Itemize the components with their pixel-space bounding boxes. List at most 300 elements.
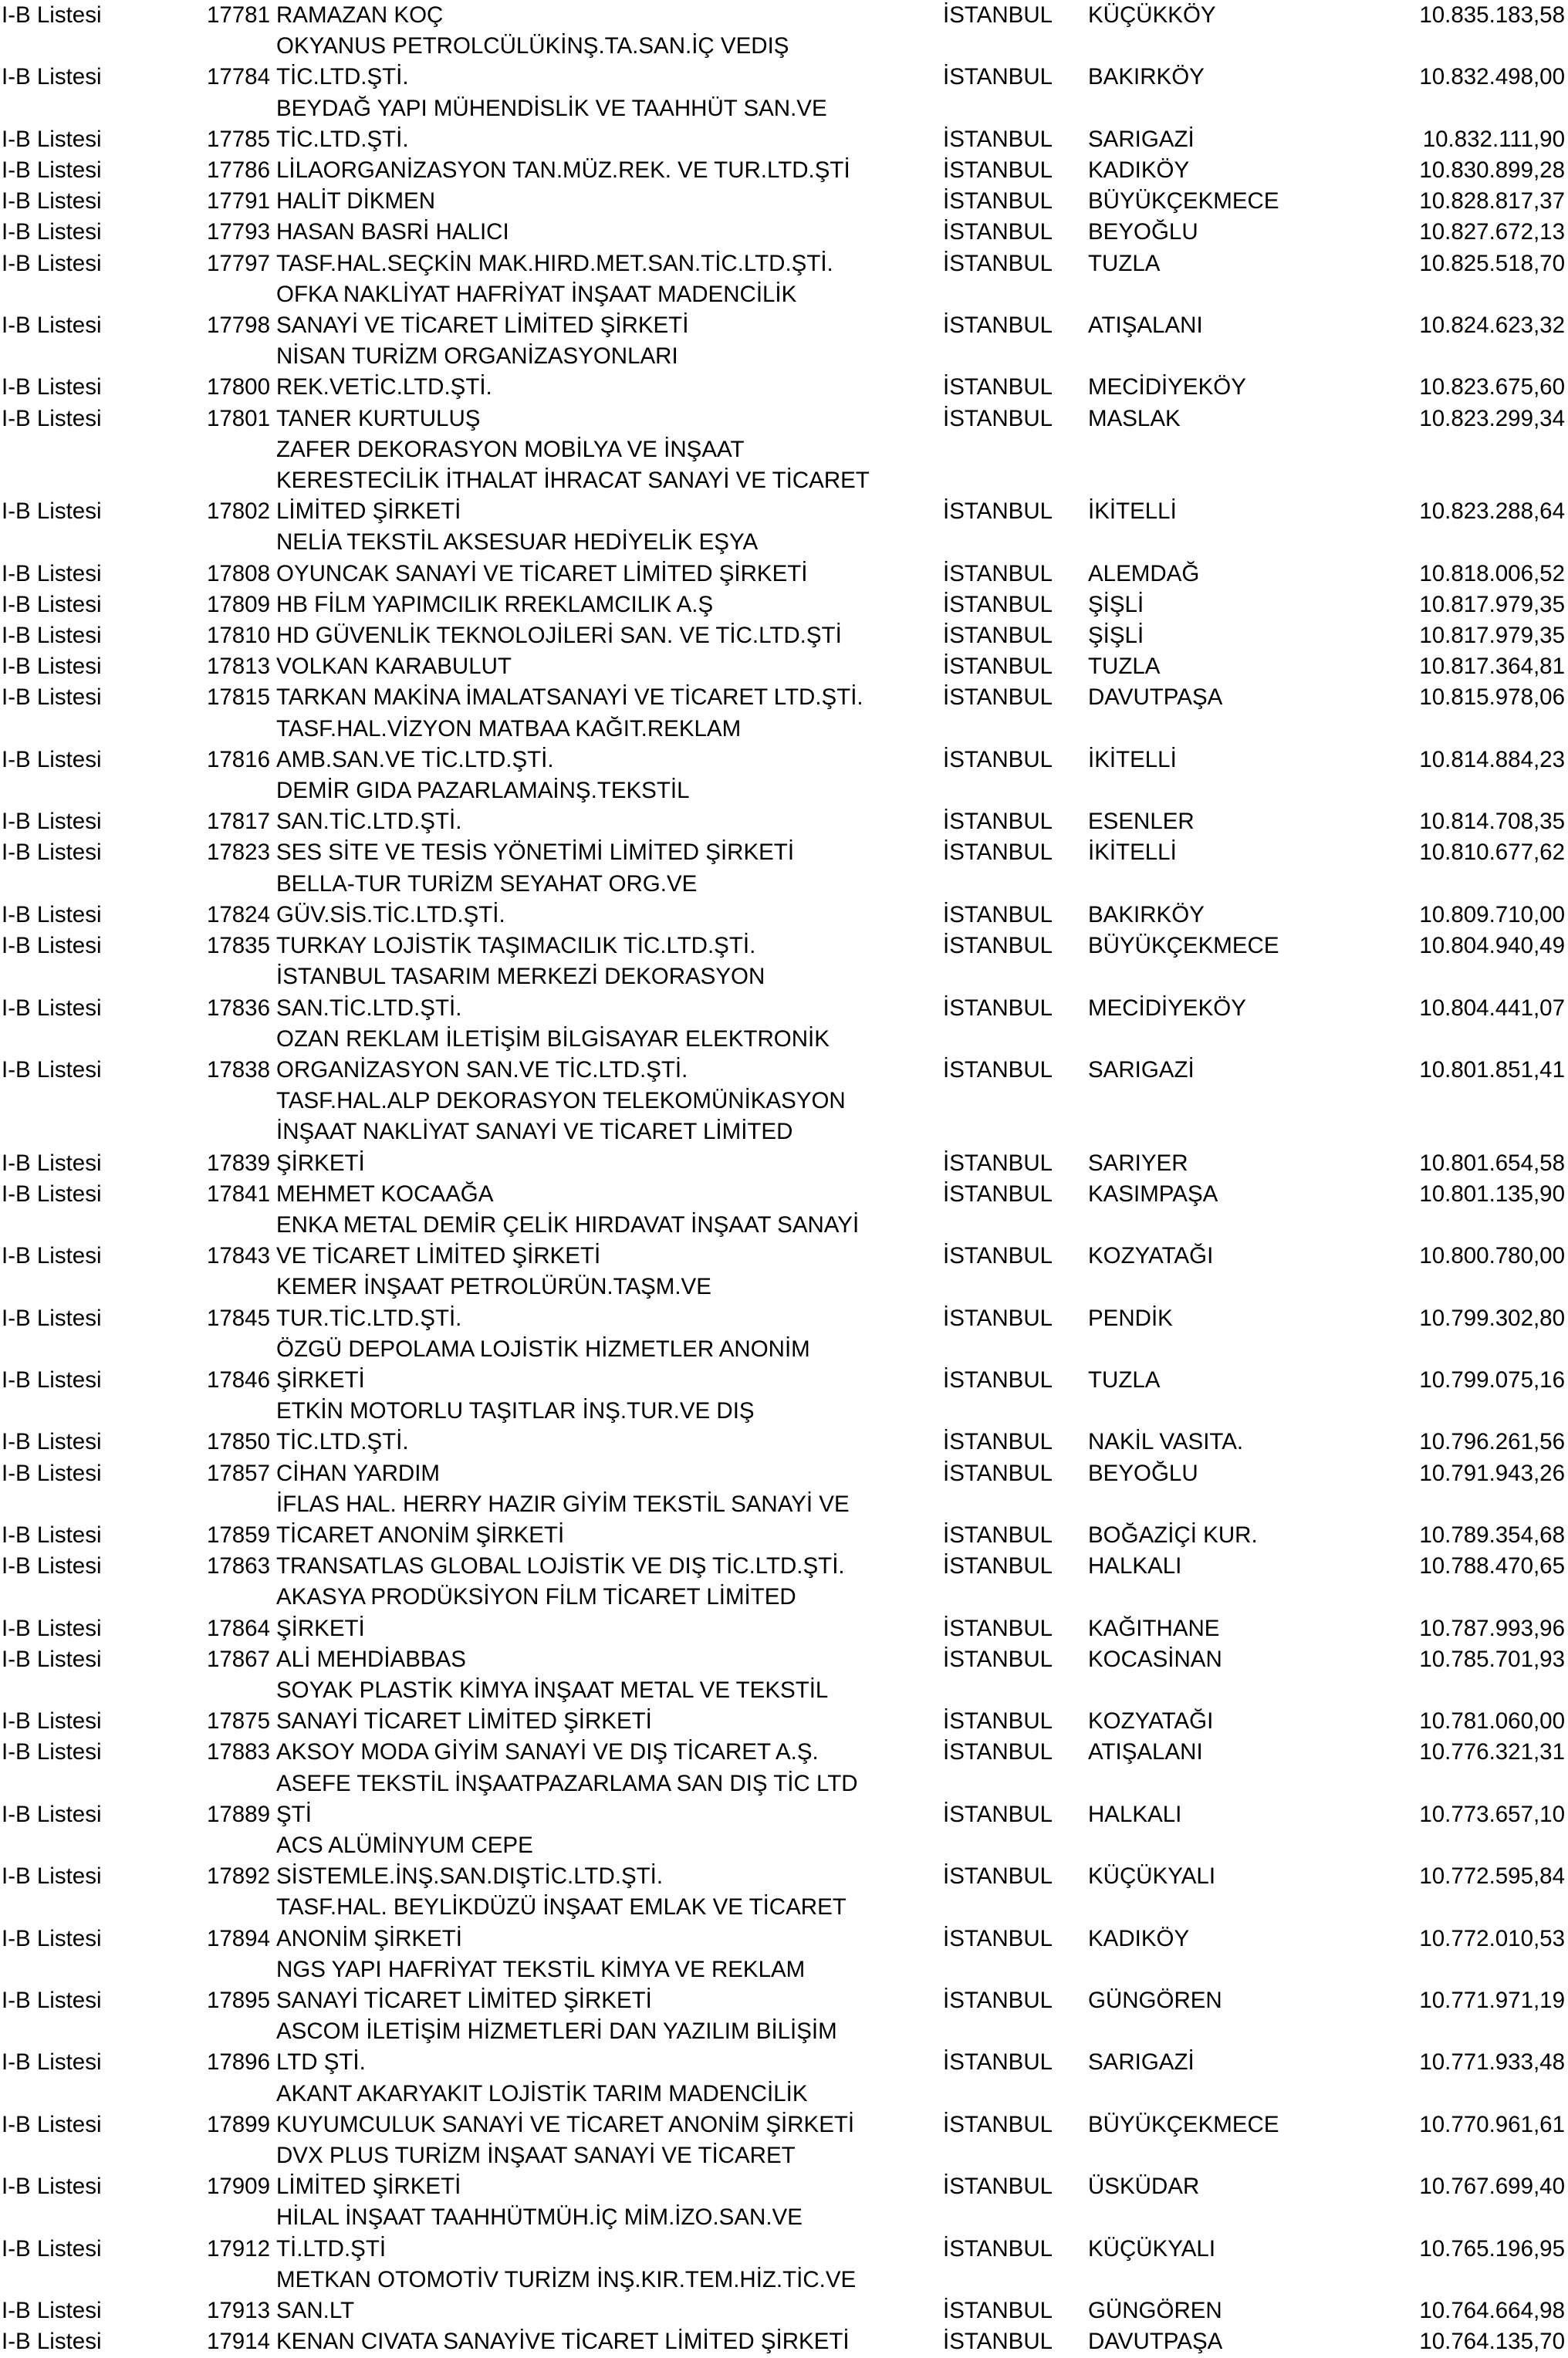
- amount-cell: 10.785.701,93: [1419, 1646, 1565, 1672]
- table-row: [0, 217, 1568, 248]
- city-cell: İSTANBUL: [943, 188, 1053, 215]
- district-cell: SARIGAZİ: [1088, 2049, 1195, 2076]
- record-number-cell: 17864: [206, 1615, 270, 1641]
- district-cell: MECİDİYEKÖY: [1088, 995, 1246, 1021]
- city-cell: İSTANBUL: [943, 1522, 1053, 1548]
- list-name-cell: I-B Listesi: [2, 654, 102, 680]
- city-cell: İSTANBUL: [943, 2298, 1053, 2324]
- record-number-cell: 17835: [206, 933, 270, 959]
- district-cell: PENDİK: [1088, 1305, 1173, 1331]
- amount-cell: 10.817.979,35: [1419, 591, 1565, 617]
- city-cell: İSTANBUL: [943, 1801, 1053, 1827]
- record-number-cell: 17817: [206, 809, 270, 835]
- amount-cell: 10.827.672,13: [1419, 219, 1565, 245]
- list-name-cell: I-B Listesi: [2, 2, 102, 28]
- debtor-name-line: TASF.HAL. BEYLİKDÜZÜ İNŞAAT EMLAK VE TİCARET: [276, 1894, 847, 1921]
- amount-cell: 10.814.884,23: [1419, 746, 1565, 772]
- table-row: [0, 682, 1568, 713]
- debtor-name-line: TANER KURTULUŞ: [276, 405, 481, 431]
- district-cell: KAĞITHANE: [1088, 1615, 1220, 1641]
- table-row: [0, 1489, 1568, 1551]
- city-cell: İSTANBUL: [943, 498, 1053, 525]
- table-row: [0, 1179, 1568, 1210]
- debtor-name-line: TİC.LTD.ŞTİ.: [276, 126, 409, 152]
- amount-cell: 10.781.060,00: [1419, 1708, 1565, 1735]
- list-name-cell: I-B Listesi: [2, 591, 102, 617]
- table-row: [0, 404, 1568, 434]
- amount-cell: 10.789.354,68: [1419, 1522, 1565, 1548]
- table-row: [0, 186, 1568, 217]
- debtor-name-cell: [276, 1024, 943, 1086]
- district-cell: BEYOĞLU: [1088, 219, 1198, 245]
- list-name-cell: I-B Listesi: [2, 1243, 102, 1269]
- amount-cell: 10.824.623,32: [1419, 312, 1565, 339]
- amount-cell: 10.801.654,58: [1419, 1150, 1565, 1176]
- record-number-cell: 17781: [206, 2, 270, 28]
- list-name-cell: I-B Listesi: [2, 498, 102, 525]
- city-cell: İSTANBUL: [943, 405, 1053, 431]
- record-number-cell: 17791: [206, 188, 270, 215]
- debtor-name-line: ANONİM ŞİRKETİ: [276, 1925, 462, 1951]
- debtor-name-cell: [276, 1489, 943, 1551]
- district-cell: BÜYÜKÇEKMECE: [1088, 933, 1279, 959]
- debtor-name-line: ŞİRKETİ: [276, 1366, 365, 1393]
- amount-cell: 10.809.710,00: [1419, 901, 1565, 927]
- debtor-name-cell: [276, 2016, 943, 2078]
- district-cell: KOZYATAĞI: [1088, 1708, 1214, 1735]
- record-number-cell: 17785: [206, 126, 270, 152]
- debtor-name-line: NİSAN TURİZM ORGANİZASYONLARI: [276, 343, 678, 370]
- amount-cell: 10.771.933,48: [1419, 2049, 1565, 2076]
- debtor-name-cell: [276, 1396, 943, 1458]
- amount-cell: 10.764.664,98: [1419, 2298, 1565, 2324]
- debtor-name-line: AMB.SAN.VE TİC.LTD.ŞTİ.: [276, 746, 554, 772]
- debtor-name-cell: [276, 714, 943, 775]
- list-name-cell: I-B Listesi: [2, 2298, 102, 2324]
- district-cell: KADIKÖY: [1088, 157, 1190, 184]
- amount-cell: 10.825.518,70: [1419, 250, 1565, 276]
- debtor-name-cell: [276, 186, 943, 217]
- debtor-name-line: OYUNCAK SANAYİ VE TİCARET LİMİTED ŞİRKETİ: [276, 560, 808, 586]
- city-cell: İSTANBUL: [943, 2049, 1053, 2076]
- debtor-name-line: SOYAK PLASTİK KİMYA İNŞAAT METAL VE TEKSTİL: [276, 1677, 829, 1703]
- debtor-name-line: DVX PLUS TURİZM İNŞAAT SANAYİ VE TİCARET: [276, 2143, 796, 2169]
- record-number-cell: 17883: [206, 1739, 270, 1765]
- debtor-name-line: MEHMET KOCAAĞA: [276, 1181, 494, 1207]
- district-cell: İKİTELLİ: [1088, 839, 1177, 866]
- debtor-name-cell: [276, 217, 943, 248]
- district-cell: DAVUTPAŞA: [1088, 684, 1223, 711]
- debtor-name-line: TASF.HAL.VİZYON MATBAA KAĞIT.REKLAM: [276, 715, 742, 742]
- amount-cell: 10.830.899,28: [1419, 157, 1565, 184]
- record-number-cell: 17808: [206, 560, 270, 586]
- city-cell: İSTANBUL: [943, 64, 1053, 90]
- record-number-cell: 17800: [206, 374, 270, 400]
- list-name-cell: I-B Listesi: [2, 1646, 102, 1672]
- district-cell: GÜNGÖREN: [1088, 2298, 1222, 2324]
- debtor-name-line: AKANT AKARYAKIT LOJİSTİK TARIM MADENCİLİK: [276, 2080, 808, 2106]
- amount-cell: 10.810.677,62: [1419, 839, 1565, 866]
- table-row: [0, 1954, 1568, 2016]
- debtor-name-line: ACS ALÜMİNYUM CEPE: [276, 1832, 533, 1858]
- debtor-name-cell: [276, 1768, 943, 1830]
- table-row: [0, 1582, 1568, 1644]
- record-number-cell: 17896: [206, 2049, 270, 2076]
- debtor-name-cell: [276, 1582, 943, 1644]
- city-cell: İSTANBUL: [943, 1243, 1053, 1269]
- record-number-cell: 17845: [206, 1305, 270, 1331]
- debtor-name-cell: [276, 869, 943, 931]
- district-cell: ATIŞALANI: [1088, 1739, 1203, 1765]
- list-name-cell: I-B Listesi: [2, 126, 102, 152]
- list-name-cell: I-B Listesi: [2, 809, 102, 835]
- list-name-cell: I-B Listesi: [2, 2111, 102, 2137]
- city-cell: İSTANBUL: [943, 1150, 1053, 1176]
- city-cell: İSTANBUL: [943, 901, 1053, 927]
- amount-cell: 10.800.780,00: [1419, 1243, 1565, 1269]
- debtor-name-cell: [276, 2079, 943, 2140]
- table-row: [0, 1086, 1568, 1179]
- district-cell: TUZLA: [1088, 654, 1161, 680]
- city-cell: İSTANBUL: [943, 1181, 1053, 1207]
- table-row: [0, 31, 1568, 93]
- list-name-cell: I-B Listesi: [2, 64, 102, 90]
- amount-cell: 10.765.196,95: [1419, 2235, 1565, 2262]
- debtor-name-line: NGS YAPI HAFRİYAT TEKSTİL KİMYA VE REKLAM: [276, 1956, 806, 1982]
- record-number-cell: 17913: [206, 2298, 270, 2324]
- debtor-name-line: NELİA TEKSTİL AKSESUAR HEDİYELİK EŞYA: [276, 529, 759, 556]
- district-cell: KOCASİNAN: [1088, 1646, 1222, 1672]
- debtor-name-cell: [276, 1675, 943, 1737]
- debtor-name-line: TARKAN MAKİNA İMALATSANAYİ VE TİCARET LTD.ŞTİ.: [276, 684, 863, 711]
- record-number-cell: 17889: [206, 1801, 270, 1827]
- city-cell: İSTANBUL: [943, 684, 1053, 711]
- list-name-cell: I-B Listesi: [2, 1305, 102, 1331]
- city-cell: İSTANBUL: [943, 2, 1053, 28]
- debtor-name-line: HASAN BASRİ HALICI: [276, 219, 509, 245]
- table-row: [0, 434, 1568, 528]
- amount-cell: 10.799.075,16: [1419, 1366, 1565, 1393]
- debtor-name-cell: [276, 1830, 943, 1892]
- amount-cell: 10.767.699,40: [1419, 2174, 1565, 2200]
- debtor-name-cell: [276, 1272, 943, 1333]
- debtor-name-line: ORGANİZASYON SAN.VE TİC.LTD.ŞTİ.: [276, 1056, 688, 1083]
- debtor-name-line: LİMİTED ŞİRKETİ: [276, 2174, 461, 2200]
- city-cell: İSTANBUL: [943, 374, 1053, 400]
- debtor-name-line: ASEFE TEKSTİL İNŞAATPAZARLAMA SAN DIŞ TİC LTD: [276, 1770, 858, 1796]
- amount-cell: 10.832.498,00: [1419, 64, 1565, 90]
- district-cell: SARIGAZİ: [1088, 1056, 1195, 1083]
- record-number-cell: 17912: [206, 2235, 270, 2262]
- debtor-name-line: TRANSATLAS GLOBAL LOJİSTİK VE DIŞ TİC.LTD.ŞTİ.: [276, 1553, 845, 1579]
- debtor-name-line: BELLA-TUR TURİZM SEYAHAT ORG.VE: [276, 870, 698, 897]
- amount-cell: 10.773.657,10: [1419, 1801, 1565, 1827]
- list-name-cell: I-B Listesi: [2, 560, 102, 586]
- table-row: [0, 1334, 1568, 1396]
- debtor-name-cell: [276, 155, 943, 186]
- debtor-name-line: ÖZGÜ DEPOLAMA LOJİSTİK HİZMETLER ANONİM: [276, 1336, 810, 1362]
- debtor-name-line: İFLAS HAL. HERRY HAZIR GİYİM TEKSTİL SANAYİ VE: [276, 1491, 850, 1517]
- table-row: [0, 155, 1568, 186]
- debtor-name-line: KUYUMCULUK SANAYİ VE TİCARET ANONİM ŞİRKETİ: [276, 2111, 855, 2137]
- table-row: [0, 590, 1568, 620]
- debtor-name-cell: [276, 31, 943, 93]
- debtor-name-cell: [276, 1210, 943, 1272]
- record-number-cell: 17823: [206, 839, 270, 866]
- debtor-name-cell: [276, 93, 943, 155]
- amount-cell: 10.832.111,90: [1422, 126, 1565, 152]
- amount-cell: 10.817.364,81: [1419, 654, 1565, 680]
- record-number-cell: 17786: [206, 157, 270, 184]
- debtor-name-cell: [276, 527, 943, 589]
- amount-cell: 10.823.299,34: [1419, 405, 1565, 431]
- record-number-cell: 17843: [206, 1243, 270, 1269]
- table-row: [0, 2326, 1568, 2357]
- district-cell: BEYOĞLU: [1088, 1460, 1198, 1486]
- debtor-name-cell: [276, 1737, 943, 1768]
- city-cell: İSTANBUL: [943, 1863, 1053, 1890]
- list-name-cell: I-B Listesi: [2, 1988, 102, 2013]
- debtor-name-line: HALİT DİKMEN: [276, 188, 435, 215]
- debtor-name-cell: [276, 2140, 943, 2202]
- record-number-cell: 17850: [206, 1429, 270, 1455]
- debtor-name-cell: [276, 837, 943, 868]
- city-cell: İSTANBUL: [943, 2329, 1053, 2355]
- debtor-name-line: SES SİTE VE TESİS YÖNETİMİ LİMİTED ŞİRKETİ: [276, 839, 795, 866]
- district-cell: MASLAK: [1088, 405, 1181, 431]
- district-cell: BAKIRKÖY: [1088, 64, 1205, 90]
- debtor-name-line: CİHAN YARDIM: [276, 1460, 440, 1486]
- table-row: [0, 93, 1568, 155]
- list-name-cell: I-B Listesi: [2, 250, 102, 276]
- debtor-name-line: SANAYİ TİCARET LİMİTED ŞİRKETİ: [276, 1988, 652, 2013]
- table-row: [0, 1892, 1568, 1954]
- table-row: [0, 1768, 1568, 1830]
- debtor-name-cell: [276, 620, 943, 651]
- amount-cell: 10.791.943,26: [1419, 1460, 1565, 1486]
- table-row: [0, 931, 1568, 961]
- debtor-name-line: SAN.LT: [276, 2298, 355, 2324]
- list-name-cell: I-B Listesi: [2, 1863, 102, 1890]
- amount-cell: 10.796.261,56: [1419, 1429, 1565, 1455]
- debtor-name-line: LTD ŞTİ.: [276, 2049, 366, 2076]
- district-cell: NAKİL VASITA.: [1088, 1429, 1244, 1455]
- district-cell: HALKALI: [1088, 1801, 1182, 1827]
- debtor-name-line: Tİ.LTD.ŞTİ: [276, 2235, 387, 2262]
- amount-cell: 10.801.135,90: [1419, 1181, 1565, 1207]
- debtor-name-line: AKSOY MODA GİYİM SANAYİ VE DIŞ TİCARET A.Ş.: [276, 1739, 819, 1765]
- list-name-cell: I-B Listesi: [2, 1429, 102, 1455]
- debtor-name-line: İNŞAAT NAKLİYAT SANAYİ VE TİCARET LİMİTED: [276, 1119, 793, 1145]
- record-number-cell: 17815: [206, 684, 270, 711]
- list-name-cell: I-B Listesi: [2, 901, 102, 927]
- list-name-cell: I-B Listesi: [2, 1460, 102, 1486]
- record-number-cell: 17859: [206, 1522, 270, 1548]
- debtor-name-cell: [276, 931, 943, 961]
- debtor-name-line: KEMER İNŞAAT PETROLÜRÜN.TAŞM.VE: [276, 1274, 711, 1300]
- city-cell: İSTANBUL: [943, 1646, 1053, 1672]
- table-row: [0, 248, 1568, 279]
- record-number-cell: 17801: [206, 405, 270, 431]
- debtor-name-line: SANAYİ TİCARET LİMİTED ŞİRKETİ: [276, 1708, 652, 1735]
- debtor-name-cell: [276, 434, 943, 528]
- district-cell: İKİTELLİ: [1088, 746, 1177, 772]
- record-number-cell: 17914: [206, 2329, 270, 2355]
- amount-cell: 10.787.993,96: [1419, 1615, 1565, 1641]
- record-number-cell: 17841: [206, 1181, 270, 1207]
- list-name-cell: I-B Listesi: [2, 1615, 102, 1641]
- table-row: [0, 0, 1568, 31]
- amount-cell: 10.823.675,60: [1419, 374, 1565, 400]
- list-name-cell: I-B Listesi: [2, 374, 102, 400]
- record-number-cell: 17892: [206, 1863, 270, 1890]
- record-number-cell: 17797: [206, 250, 270, 276]
- debtor-name-cell: [276, 404, 943, 434]
- list-name-cell: I-B Listesi: [2, 1739, 102, 1765]
- table-row: [0, 1675, 1568, 1737]
- district-cell: KADIKÖY: [1088, 1925, 1190, 1951]
- debtor-name-line: OFKA NAKLİYAT HAFRİYAT İNŞAAT MADENCİLİK: [276, 281, 797, 307]
- city-cell: İSTANBUL: [943, 312, 1053, 339]
- debtor-name-line: ALİ MEHDİABBAS: [276, 1646, 466, 1672]
- debtor-name-cell: [276, 2202, 943, 2264]
- debtor-name-line: TURKAY LOJİSTİK TAŞIMACILIK TİC.LTD.ŞTİ.: [276, 933, 756, 959]
- table-row: [0, 620, 1568, 651]
- debtor-name-cell: [276, 1179, 943, 1210]
- debtor-name-line: SAN.TİC.LTD.ŞTİ.: [276, 809, 462, 835]
- district-cell: TUZLA: [1088, 1366, 1161, 1393]
- table-row: [0, 1737, 1568, 1768]
- record-number-cell: 17863: [206, 1553, 270, 1579]
- list-name-cell: I-B Listesi: [2, 1925, 102, 1951]
- debtor-name-line: TASF.HAL.SEÇKİN MAK.HIRD.MET.SAN.TİC.LTD.ŞTİ.: [276, 250, 833, 276]
- debtor-name-cell: [276, 961, 943, 1023]
- record-number-cell: 17793: [206, 219, 270, 245]
- table-row: [0, 1024, 1568, 1086]
- table-row: [0, 1396, 1568, 1458]
- district-cell: KASIMPAŞA: [1088, 1181, 1218, 1207]
- list-name-cell: I-B Listesi: [2, 1708, 102, 1735]
- amount-cell: 10.804.940,49: [1419, 933, 1565, 959]
- table-row: [0, 714, 1568, 775]
- debtor-name-cell: [276, 682, 943, 713]
- debtor-name-line: HD GÜVENLİK TEKNOLOJİLERİ SAN. VE TİC.LTD.ŞTİ: [276, 623, 842, 649]
- record-number-cell: 17809: [206, 591, 270, 617]
- district-cell: TUZLA: [1088, 250, 1161, 276]
- record-number-cell: 17838: [206, 1056, 270, 1083]
- amount-cell: 10.764.135,70: [1419, 2329, 1565, 2355]
- city-cell: İSTANBUL: [943, 1056, 1053, 1083]
- city-cell: İSTANBUL: [943, 1366, 1053, 1393]
- debtor-name-line: ŞİRKETİ: [276, 1615, 365, 1641]
- list-name-cell: I-B Listesi: [2, 1181, 102, 1207]
- record-number-cell: 17909: [206, 2174, 270, 2200]
- table-row: [0, 1551, 1568, 1582]
- record-number-cell: 17899: [206, 2111, 270, 2137]
- city-cell: İSTANBUL: [943, 157, 1053, 184]
- list-name-cell: I-B Listesi: [2, 219, 102, 245]
- city-cell: İSTANBUL: [943, 623, 1053, 649]
- list-name-cell: I-B Listesi: [2, 2329, 102, 2355]
- district-cell: DAVUTPAŞA: [1088, 2329, 1223, 2355]
- table-row: [0, 651, 1568, 682]
- district-cell: KÜÇÜKYALI: [1088, 2235, 1216, 2262]
- debtor-name-line: SAN.TİC.LTD.ŞTİ.: [276, 995, 462, 1021]
- record-number-cell: 17846: [206, 1366, 270, 1393]
- record-number-cell: 17857: [206, 1460, 270, 1486]
- list-name-cell: I-B Listesi: [2, 1056, 102, 1083]
- district-cell: ESENLER: [1088, 809, 1195, 835]
- amount-cell: 10.835.183,58: [1419, 2, 1565, 28]
- debtor-name-line: ŞTİ: [276, 1801, 312, 1827]
- district-cell: ŞİŞLİ: [1088, 591, 1144, 617]
- amount-cell: 10.817.979,35: [1419, 623, 1565, 649]
- debtor-name-line: OKYANUS PETROLCÜLÜKİNŞ.TA.SAN.İÇ VEDIŞ: [276, 33, 789, 59]
- debtor-name-line: GÜV.SİS.TİC.LTD.ŞTİ.: [276, 901, 505, 927]
- table-row: [0, 961, 1568, 1023]
- district-cell: SARIYER: [1088, 1150, 1188, 1176]
- table-row: [0, 527, 1568, 589]
- debtor-name-line: REK.VETİC.LTD.ŞTİ.: [276, 374, 492, 400]
- city-cell: İSTANBUL: [943, 1429, 1053, 1455]
- amount-cell: 10.823.288,64: [1419, 498, 1565, 525]
- table-row: [0, 869, 1568, 931]
- table-row: [0, 2202, 1568, 2264]
- city-cell: İSTANBUL: [943, 995, 1053, 1021]
- debtor-name-cell: [276, 2326, 943, 2357]
- debtor-name-line: OZAN REKLAM İLETİŞİM BİLGİSAYAR ELEKTRONİK: [276, 1025, 830, 1052]
- debtor-name-cell: [276, 2265, 943, 2326]
- district-cell: KÜÇÜKKÖY: [1088, 2, 1216, 28]
- list-name-cell: I-B Listesi: [2, 933, 102, 959]
- record-number-cell: 17894: [206, 1925, 270, 1951]
- amount-cell: 10.788.470,65: [1419, 1553, 1565, 1579]
- record-number-cell: 17836: [206, 995, 270, 1021]
- district-cell: ÜSKÜDAR: [1088, 2174, 1200, 2200]
- debtor-name-cell: [276, 279, 943, 341]
- debtor-name-line: TASF.HAL.ALP DEKORASYON TELEKOMÜNİKASYON: [276, 1088, 846, 1114]
- debtor-name-line: ENKA METAL DEMİR ÇELİK HIRDAVAT İNŞAAT SANAYİ: [276, 1211, 860, 1238]
- table-row: [0, 775, 1568, 837]
- district-cell: BÜYÜKÇEKMECE: [1088, 188, 1279, 215]
- district-cell: ALEMDAĞ: [1088, 560, 1200, 586]
- city-cell: İSTANBUL: [943, 2174, 1053, 2200]
- city-cell: İSTANBUL: [943, 2111, 1053, 2137]
- district-cell: İKİTELLİ: [1088, 498, 1177, 525]
- debtor-name-cell: [276, 1644, 943, 1675]
- table-row: [0, 341, 1568, 403]
- amount-cell: 10.771.971,19: [1419, 1988, 1565, 2013]
- debtor-name-line: HB FİLM YAPIMCILIK RREKLAMCILIK A.Ş: [276, 591, 714, 617]
- debtor-name-line: TUR.TİC.LTD.ŞTİ.: [276, 1305, 462, 1331]
- record-number-cell: 17839: [206, 1150, 270, 1176]
- debtor-name-cell: [276, 1954, 943, 2016]
- amount-cell: 10.799.302,80: [1419, 1305, 1565, 1331]
- debtor-name-line: HİLAL İNŞAAT TAAHHÜTMÜH.İÇ MİM.İZO.SAN.VE: [276, 2204, 803, 2231]
- city-cell: İSTANBUL: [943, 1553, 1053, 1579]
- record-number-cell: 17802: [206, 498, 270, 525]
- debtor-name-line: ZAFER DEKORASYON MOBİLYA VE İNŞAAT: [276, 436, 745, 462]
- city-cell: İSTANBUL: [943, 1615, 1053, 1641]
- debtor-name-cell: [276, 248, 943, 279]
- table-row: [0, 1272, 1568, 1333]
- table-row: [0, 1830, 1568, 1892]
- city-cell: İSTANBUL: [943, 933, 1053, 959]
- debtor-name-cell: [276, 1086, 943, 1179]
- amount-cell: 10.776.321,31: [1419, 1739, 1565, 1765]
- amount-cell: 10.828.817,37: [1419, 188, 1565, 215]
- list-name-cell: I-B Listesi: [2, 312, 102, 339]
